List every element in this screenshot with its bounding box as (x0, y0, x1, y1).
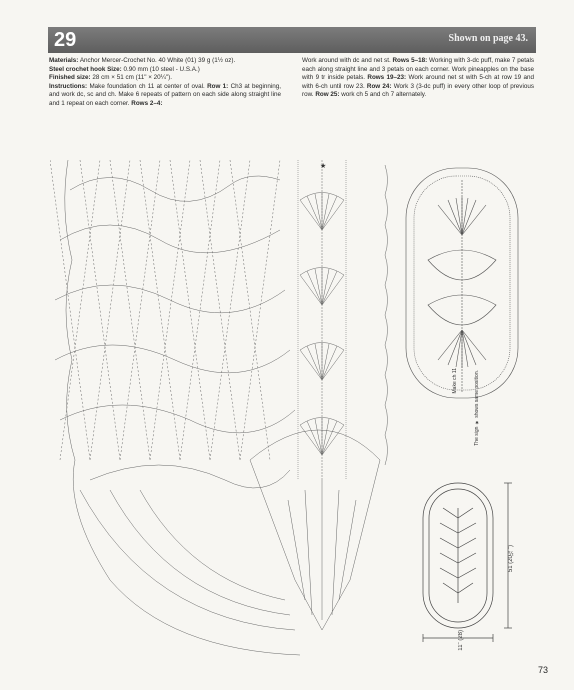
svg-text:★: ★ (320, 163, 327, 170)
pattern-number: 29 (54, 29, 77, 51)
length-dimension-label: 51 (20¼") (508, 545, 514, 573)
para: Finished size: 28 cm × 51 cm (11" × 20¼"). (49, 74, 172, 82)
instructions-right-column: Work around with dc and net st. Rows 5–18: Working with 3-dc puff, make 7 petals each along straight line and 3 petals on each corner. Work pineapples on the base with 9 tr inside petals. Rows 19–23: Work around net st with 5-ch at row 19 and with 6-ch until row 23. Row 24: Work 3 (3-dc puff) in every other loop of previous row. Row 25: work ch 5 and ch 7 alternately. (302, 57, 535, 99)
pattern-header-bar (48, 27, 536, 53)
oval-overview-diagram (398, 160, 528, 410)
shown-on-page: Shown on page 43. (448, 33, 528, 44)
para: Materials: Anchor Mercer-Crochet No. 40 White (01) 39 g (1½ oz). (49, 57, 236, 64)
instructions-left-column (49, 57, 281, 109)
sign-note: The sign ★ shows same position. (474, 370, 480, 446)
para: Steel crochet hook Size: 0.90 mm (10 steel - U.S.A.) (49, 65, 200, 73)
make-ch-note: Make ch 11 (452, 368, 458, 394)
size-schematic (418, 478, 518, 648)
para: Instructions: Make foundation ch 11 at center of oval. Row 1: Ch3 at beginning, and work dc, sc and ch. Make 6 repeats of pattern on each side along straight line and 1 repeat on each corner. Rows 2–4: (49, 82, 282, 107)
crochet-chart-diagram (50, 160, 395, 660)
page-number: 73 (538, 665, 549, 675)
width-dimension-label: 11" (28) (458, 630, 464, 651)
